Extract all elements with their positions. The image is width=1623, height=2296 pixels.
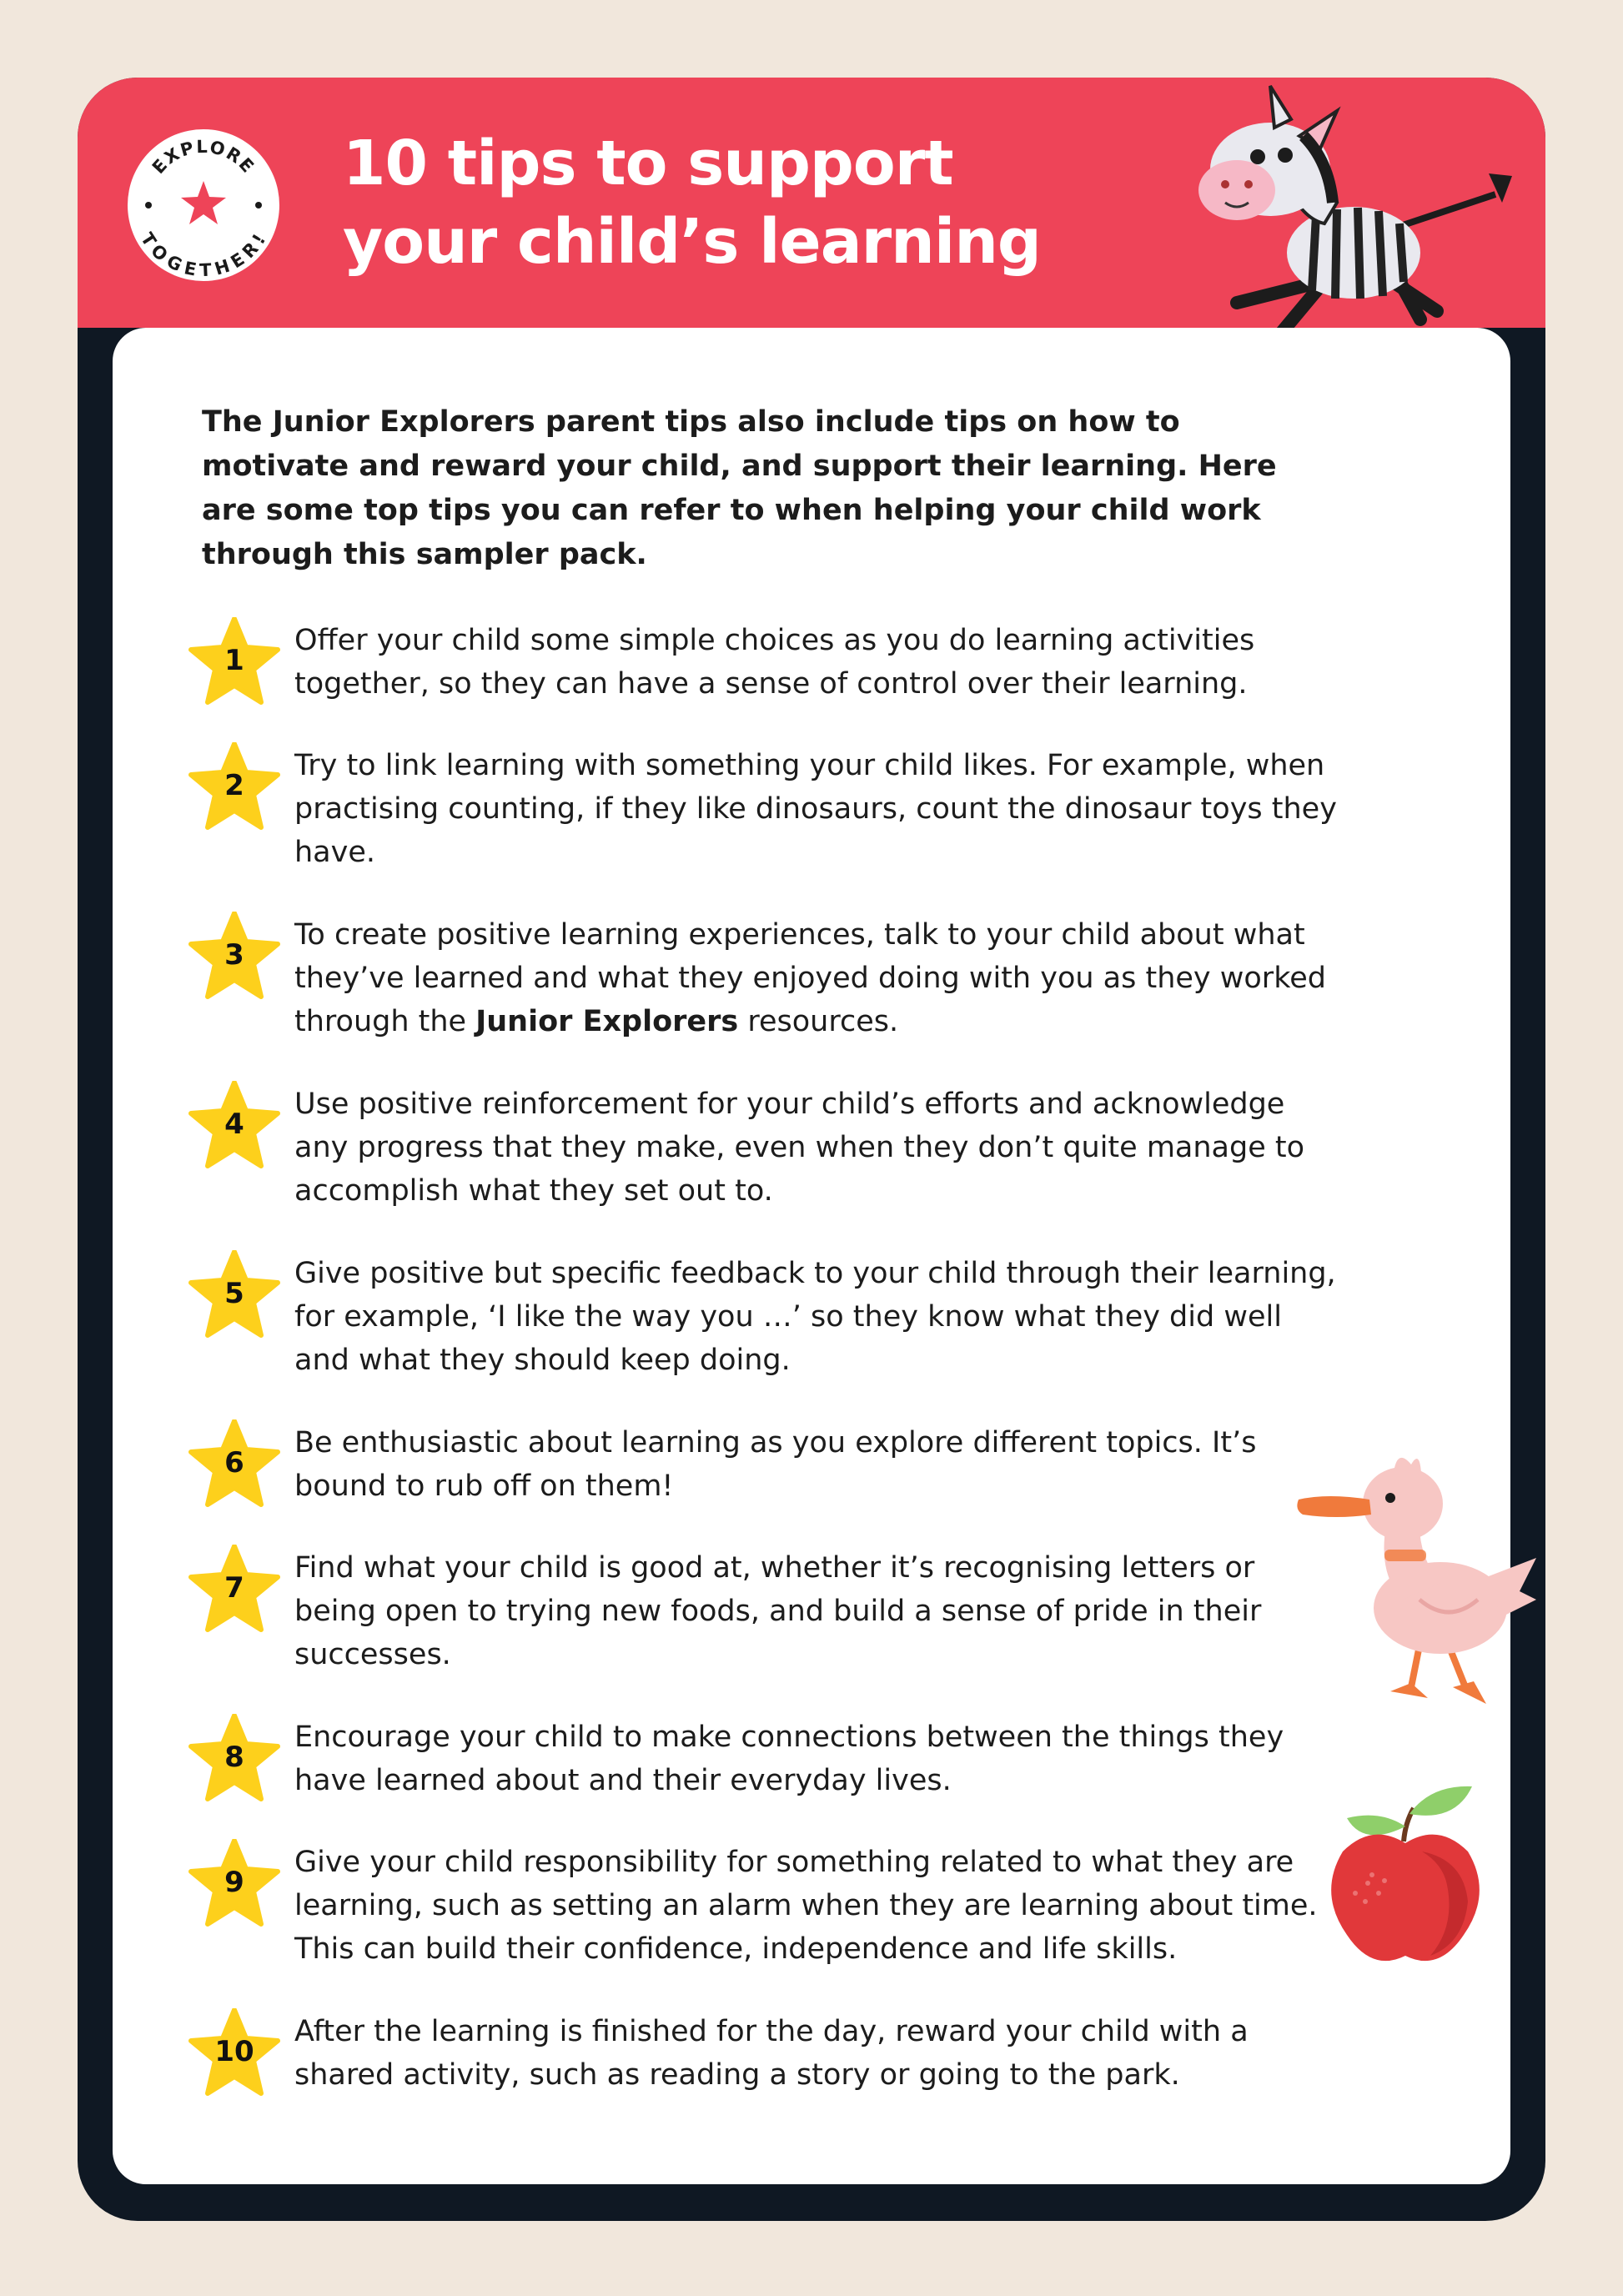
- tip-number: 3: [224, 938, 244, 972]
- tip-text: Be enthusiastic about learning as you explore different topics. It’s bound to rub off on them!: [294, 1426, 1257, 1503]
- star-icon: [188, 2008, 281, 2098]
- tip-text: Try to link learning with something your child likes. For example, when practising counting, if they like dinosaurs, count the dinosaur toys they have.: [294, 749, 1337, 869]
- badge-text-bottom: TOGETHER!: [136, 229, 271, 281]
- intro-paragraph: [202, 400, 1311, 577]
- tip-text: After the learning is finished for the day, reward your child with a shared activity, such as reading a story or going to the park.: [294, 2015, 1249, 2092]
- page-title: [343, 124, 1041, 281]
- intro-pre: The: [202, 405, 273, 439]
- tip-text: Give your child responsibility for something related to what they are learning, such as setting an alarm when they are learning about time. This can build their confidence, independence and life skills.: [294, 1846, 1318, 1966]
- tip-text: [294, 913, 1345, 1043]
- badge-text-top: EXPLORE: [148, 136, 259, 178]
- tip-text: Encourage your child to make connections between the things they have learned about and their everyday lives.: [294, 1721, 1284, 1797]
- star-icon: [188, 912, 281, 1002]
- star-icon: [188, 1545, 281, 1635]
- tip-text: Offer your child some simple choices as you do learning activities together, so they can have a sense of control over their learning.: [294, 624, 1255, 701]
- tip-3-brand: Junior Explorers: [475, 1005, 739, 1038]
- tip-number: 9: [224, 1866, 244, 1899]
- tip-number: 8: [224, 1741, 244, 1774]
- intro-brand: Junior Explorers: [272, 405, 535, 439]
- tip-number: 1: [224, 644, 244, 677]
- tip-number: 10: [214, 2035, 254, 2068]
- star-icon: [188, 1081, 281, 1171]
- explore-together-badge: [128, 129, 279, 281]
- header-banner: [78, 78, 1545, 328]
- intro-post: parent tips also include tips on how to motivate and reward your child, and support their learning. Here are some top tips you can refer to when helping your child work through this sampler pack.: [202, 405, 1277, 571]
- tip-3-post: resources.: [738, 1005, 899, 1038]
- star-icon: [188, 1250, 281, 1340]
- star-icon: [188, 617, 281, 707]
- tip-number: 2: [224, 769, 244, 802]
- tip-number: 7: [224, 1571, 244, 1605]
- tip-text: Find what your child is good at, whether it’s recognising letters or being open to trying new foods, and build a sense of pride in their successes.: [294, 1551, 1262, 1671]
- tip-number: 6: [224, 1446, 244, 1480]
- star-icon: [188, 1714, 281, 1804]
- tip-text: Use positive reinforcement for your child’s efforts and acknowledge any progress that they make, even when they don’t quite manage to accomplish what they set out to.: [294, 1088, 1305, 1208]
- star-icon: [188, 1839, 281, 1929]
- title-line-2: your child’s learning: [343, 206, 1041, 278]
- tip-3-pre: To create positive learning experiences, talk to your child about what they’ve learned and what they enjoyed doing with you as they worked through the: [294, 918, 1326, 1038]
- tip-text: Give positive but specific feedback to your child through their learning, for example, ‘I like the way you …’ so they know what they did well and what they should keep doing.: [294, 1257, 1336, 1377]
- star-icon: [188, 742, 281, 832]
- star-icon: [188, 1419, 281, 1510]
- tip-number: 5: [224, 1277, 244, 1310]
- tip-number: 4: [224, 1108, 244, 1141]
- duck-illustration: [1294, 1433, 1536, 1728]
- title-line-1: 10 tips to support: [343, 128, 953, 199]
- apple-illustration: [1322, 1776, 1489, 1980]
